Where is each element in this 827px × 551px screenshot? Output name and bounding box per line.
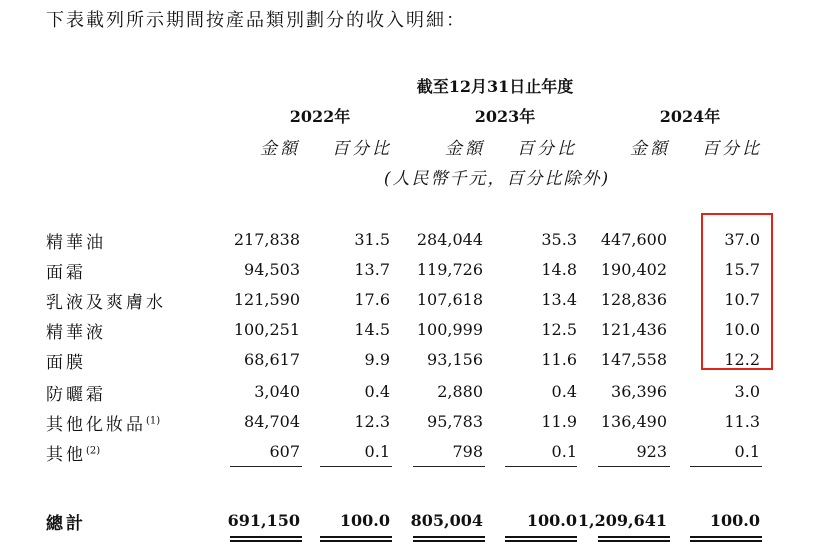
amount-2023: 95,783 — [427, 412, 483, 431]
percentage-2024: 15.7 — [724, 260, 760, 279]
percentage-2022: 9.9 — [364, 350, 390, 369]
amount-2024: 447,600 — [600, 230, 667, 249]
subtotal-rule — [598, 466, 670, 467]
subtotal-rule — [690, 466, 762, 467]
total-double-rule — [320, 536, 392, 542]
percentage-2023: 14.8 — [541, 260, 577, 279]
total-double-rule — [230, 536, 302, 542]
amount-2023: 2,880 — [437, 382, 483, 401]
amount-2024: 147,558 — [600, 350, 667, 369]
row-label: 其他$^{(2)}$ — [46, 445, 101, 465]
percentage-2022: 31.5 — [354, 230, 390, 249]
percentage-2022: 12.3 — [354, 412, 390, 431]
total-percentage-2023: 100.0 — [526, 511, 577, 530]
total-amount-2022: 691,150 — [227, 511, 300, 530]
amount-2022: 3,040 — [254, 382, 300, 401]
total-double-rule — [598, 536, 670, 542]
header-percentage-2023: 百分比 — [517, 139, 577, 159]
amount-2023: 284,044 — [416, 230, 483, 249]
table-row — [0, 380, 827, 410]
amount-2022: 607 — [269, 442, 300, 461]
unit-note: (人民幣千元，百分比除外) — [383, 169, 611, 189]
header-percentage-2022: 百分比 — [332, 139, 392, 159]
header-amount-2022: 金額 — [260, 139, 300, 159]
amount-2024: 190,402 — [600, 260, 667, 279]
percentage-2022: 13.7 — [354, 260, 390, 279]
percentage-2024: 3.0 — [734, 382, 760, 401]
amount-2023: 93,156 — [427, 350, 483, 369]
total-label: 總計 — [46, 514, 86, 534]
total-amount-2024: 1,209,641 — [577, 511, 667, 530]
percentage-2023: 35.3 — [541, 230, 577, 249]
percentage-2023: 12.5 — [541, 320, 577, 339]
row-label: 精華液 — [46, 323, 106, 343]
amount-2022: 100,251 — [233, 320, 300, 339]
total-double-rule — [413, 536, 485, 542]
total-row — [0, 509, 827, 539]
period-header: 截至12月31日止年度 — [416, 77, 574, 96]
percentage-2022: 17.6 — [354, 290, 390, 309]
total-double-rule — [690, 536, 762, 542]
year-2024: 2024年 — [659, 107, 721, 126]
amount-2023: 107,618 — [416, 290, 483, 309]
row-label: 其他化妝品$^{(1)}$ — [46, 415, 161, 435]
amount-2024: 128,836 — [600, 290, 667, 309]
amount-2023: 798 — [452, 442, 483, 461]
amount-2022: 121,590 — [233, 290, 300, 309]
amount-2023: 119,726 — [416, 260, 483, 279]
amount-2023: 100,999 — [416, 320, 483, 339]
subtotal-rule — [320, 466, 392, 467]
table-row — [0, 410, 827, 440]
total-percentage-2022: 100.0 — [339, 511, 390, 530]
subtotal-rule — [413, 466, 485, 467]
percentage-2024: 12.2 — [724, 350, 760, 369]
percentage-2023: 11.9 — [541, 412, 577, 431]
percentage-2023: 0.1 — [551, 442, 577, 461]
percentage-2024: 11.3 — [724, 412, 760, 431]
year-2022: 2022年 — [289, 107, 351, 126]
row-label: 面膜 — [46, 353, 86, 373]
amount-2024: 136,490 — [600, 412, 667, 431]
subtotal-rule — [230, 466, 302, 467]
percentage-2023: 13.4 — [541, 290, 577, 309]
percentage-2024: 10.0 — [724, 320, 760, 339]
amount-2024: 121,436 — [600, 320, 667, 339]
percentage-2024: 10.7 — [724, 290, 760, 309]
amount-2022: 217,838 — [233, 230, 300, 249]
row-label: 面霜 — [46, 263, 86, 283]
amount-2024: 923 — [636, 442, 667, 461]
percentage-2023: 11.6 — [541, 350, 577, 369]
percentage-2023: 0.4 — [551, 382, 577, 401]
percentage-2022: 0.4 — [364, 382, 390, 401]
year-2023: 2023年 — [474, 107, 536, 126]
percentage-2024: 0.1 — [734, 442, 760, 461]
amount-2024: 36,396 — [611, 382, 667, 401]
percentage-2022: 14.5 — [354, 320, 390, 339]
header-amount-2024: 金額 — [630, 139, 670, 159]
amount-2022: 94,503 — [244, 260, 300, 279]
row-label: 精華油 — [46, 233, 106, 253]
intro-text: 下表載列所示期間按產品類別劃分的收入明細： — [46, 10, 466, 31]
total-percentage-2024: 100.0 — [709, 511, 760, 530]
amount-2022: 84,704 — [244, 412, 300, 431]
total-double-rule — [505, 536, 577, 542]
row-label: 乳液及爽膚水 — [46, 293, 166, 313]
header-percentage-2024: 百分比 — [702, 139, 762, 159]
header-amount-2023: 金額 — [445, 139, 485, 159]
percentage-2024: 37.0 — [724, 230, 760, 249]
percentage-2022: 0.1 — [364, 442, 390, 461]
highlight-box — [701, 213, 773, 370]
amount-2022: 68,617 — [244, 350, 300, 369]
total-amount-2023: 805,004 — [410, 511, 483, 530]
subtotal-rule — [505, 466, 577, 467]
row-label: 防曬霜 — [46, 385, 106, 405]
